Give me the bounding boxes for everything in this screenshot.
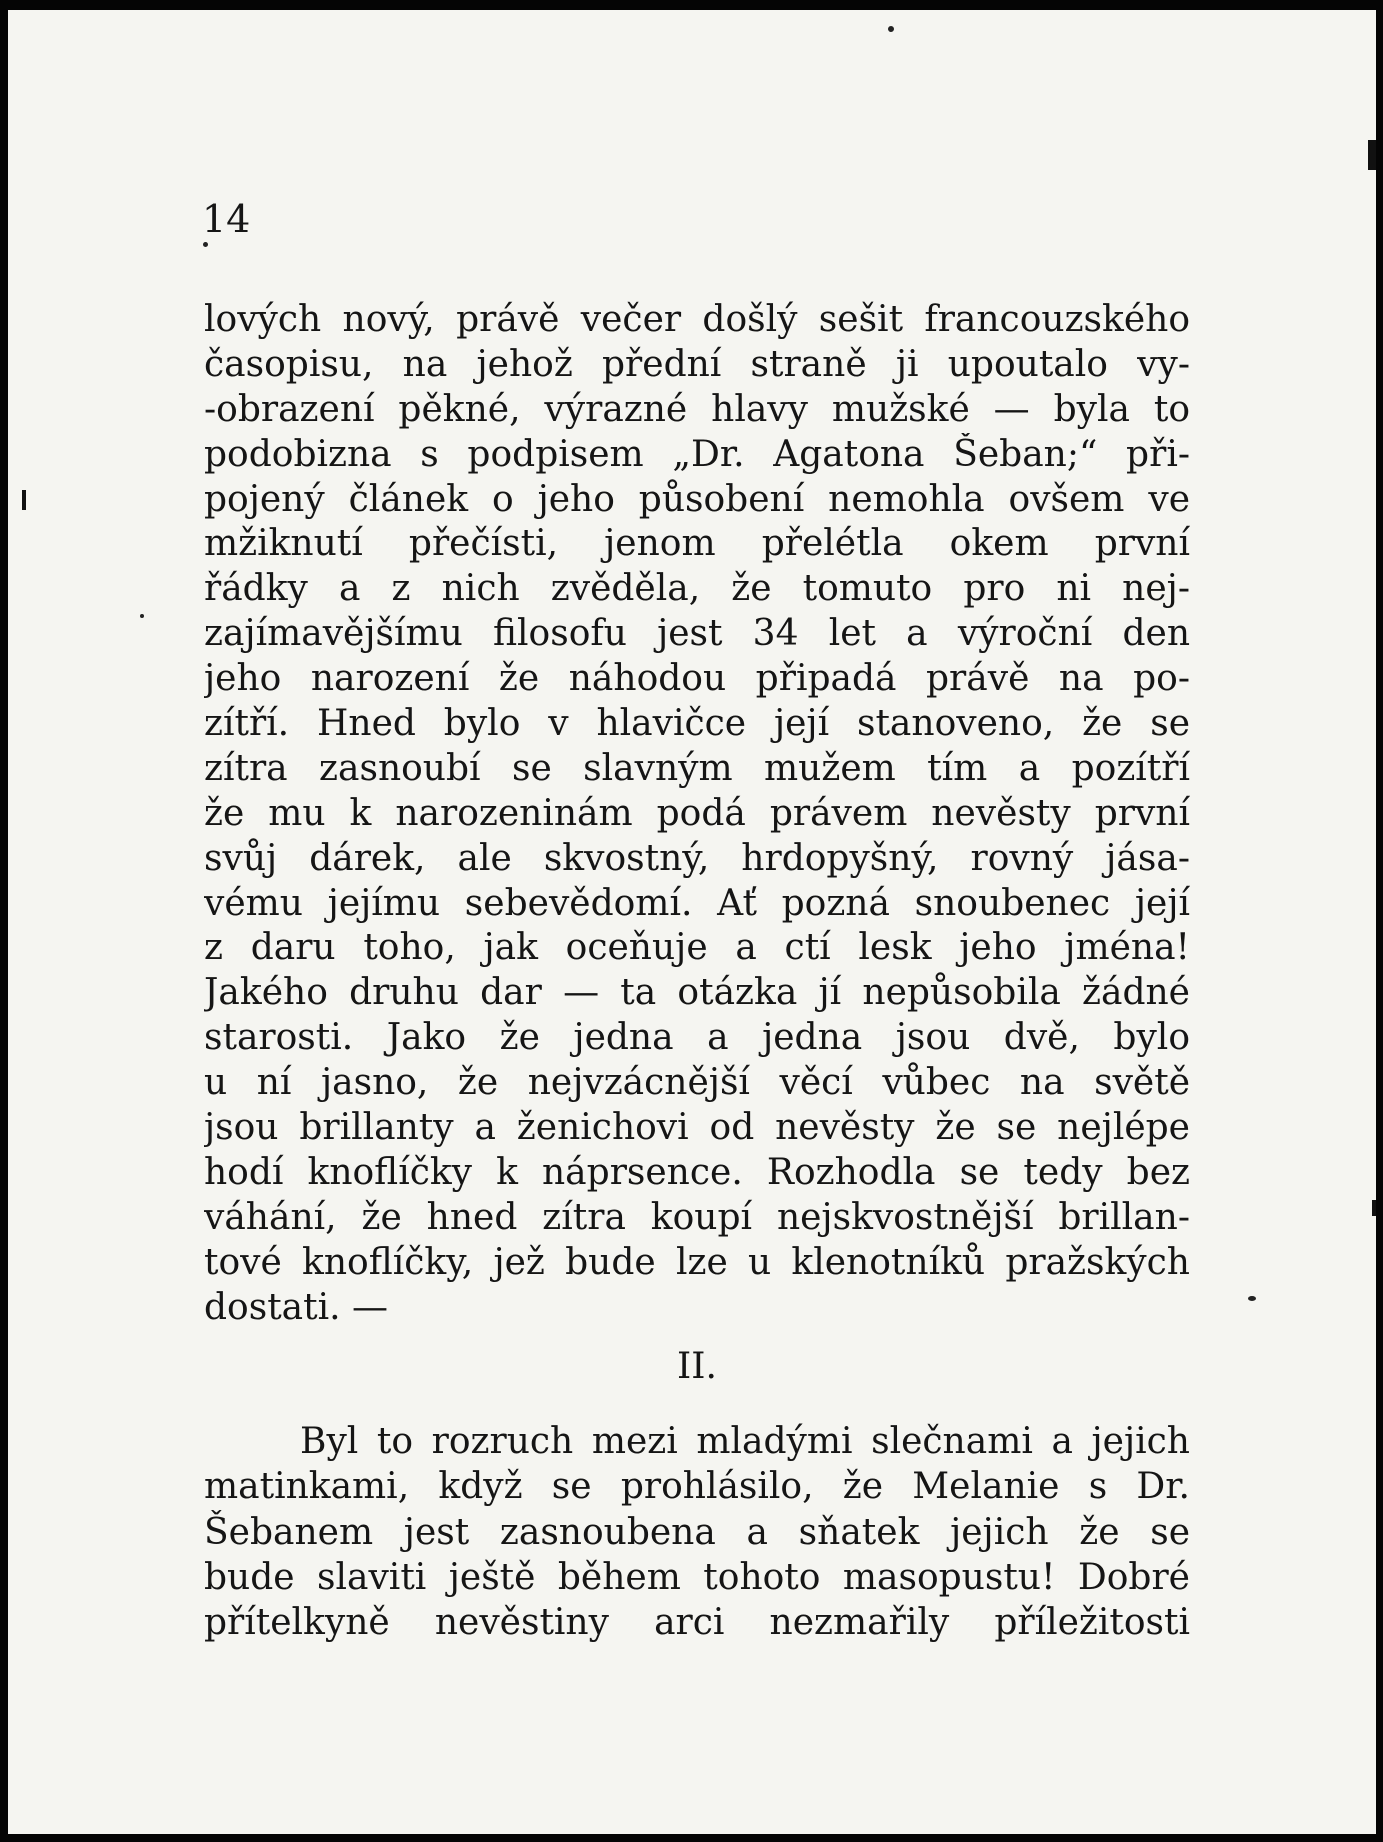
text-line: u ní jasno, že nejvzácnější věcí vůbec na světě: [204, 1062, 1190, 1104]
text-line: z daru toho, jak oceňuje a ctí lesk jeho jména!: [204, 927, 1190, 969]
text-line: že mu k narozeninám podá právem nevěsty první: [204, 792, 1190, 834]
text-line: -obrazení pěkné, výrazné hlavy mužské — byla to: [204, 388, 1190, 430]
scan-speck: [203, 242, 208, 247]
scan-speck: [1248, 1296, 1256, 1301]
page-edge-mark: [22, 490, 26, 510]
page-number: 14: [202, 197, 251, 241]
text-line: dostati. —: [204, 1286, 388, 1328]
text-line: přítelkyně nevěstiny arci nezmařily příležitosti: [204, 1602, 1190, 1644]
page-edge-mark: [1372, 1200, 1376, 1216]
scan-speck: [140, 614, 144, 618]
text-line: starosti. Jako že jedna a jedna jsou dvě, bylo: [204, 1017, 1190, 1059]
text-line: svůj dárek, ale skvostný, hrdopyšný, rovný jása-: [204, 837, 1190, 879]
text-line: mžiknutí přečísti, jenom přelétla okem první: [204, 523, 1190, 565]
text-line: hodí knoflíčky k náprsence. Rozhodla se tedy bez: [204, 1151, 1190, 1193]
text-line: lových nový, právě večer došlý sešit francouzského: [204, 299, 1190, 340]
book-page: [8, 10, 1376, 1834]
text-line: zajímavějšímu filosofu jest 34 let a výroční den: [204, 613, 1190, 655]
text-line: pojený článek o jeho působení nemohla ovšem ve: [204, 478, 1190, 520]
text-line: tové knoflíčky, jež bude lze u klenotníků pražských: [204, 1241, 1190, 1283]
text-line: Jakého druhu dar — ta otázka jí nepůsobila žádné: [204, 972, 1190, 1014]
text-line: zítří. Hned bylo v hlavičce její stanoveno, že se: [204, 703, 1190, 745]
scan-speck: [888, 26, 894, 32]
text-line: zítra zasnoubí se slavným mužem tím a pozítří: [204, 747, 1190, 789]
text-line: jsou brillanty a ženichovi od nevěsty že se nejlépe: [204, 1107, 1190, 1149]
text-line: řádky a z nich zvěděla, že tomuto pro ni nej-: [204, 568, 1190, 610]
paragraph-section-two: [204, 1419, 1190, 1645]
text-line: časopisu, na jehož přední straně ji upoutalo vy-: [204, 343, 1190, 385]
text-line: Šebanem jest zasnoubena a sňatek jejich že se: [204, 1511, 1190, 1553]
text-line: bude slaviti ještě během tohoto masopustu! Dobré: [204, 1556, 1190, 1598]
paragraph-continued: [204, 298, 1190, 1330]
text-line: vému jejímu sebevědomí. Ať pozná snoubenec její: [204, 882, 1190, 924]
text-line: jeho narození že náhodou připadá právě na po-: [204, 658, 1190, 700]
text-line: váhání, že hned zítra koupí nejskvostnější brillan-: [204, 1196, 1190, 1238]
page-edge-mark: [1368, 140, 1376, 170]
section-heading: II.: [677, 1346, 717, 1387]
text-line: Byl to rozruch mezi mladými slečnami a jejich: [300, 1421, 1190, 1462]
text-line: podobizna s podpisem „Dr. Agatona Šeban;“ při-: [204, 433, 1190, 475]
text-line: matinkami, když se prohlásilo, že Melanie s Dr.: [204, 1466, 1190, 1508]
